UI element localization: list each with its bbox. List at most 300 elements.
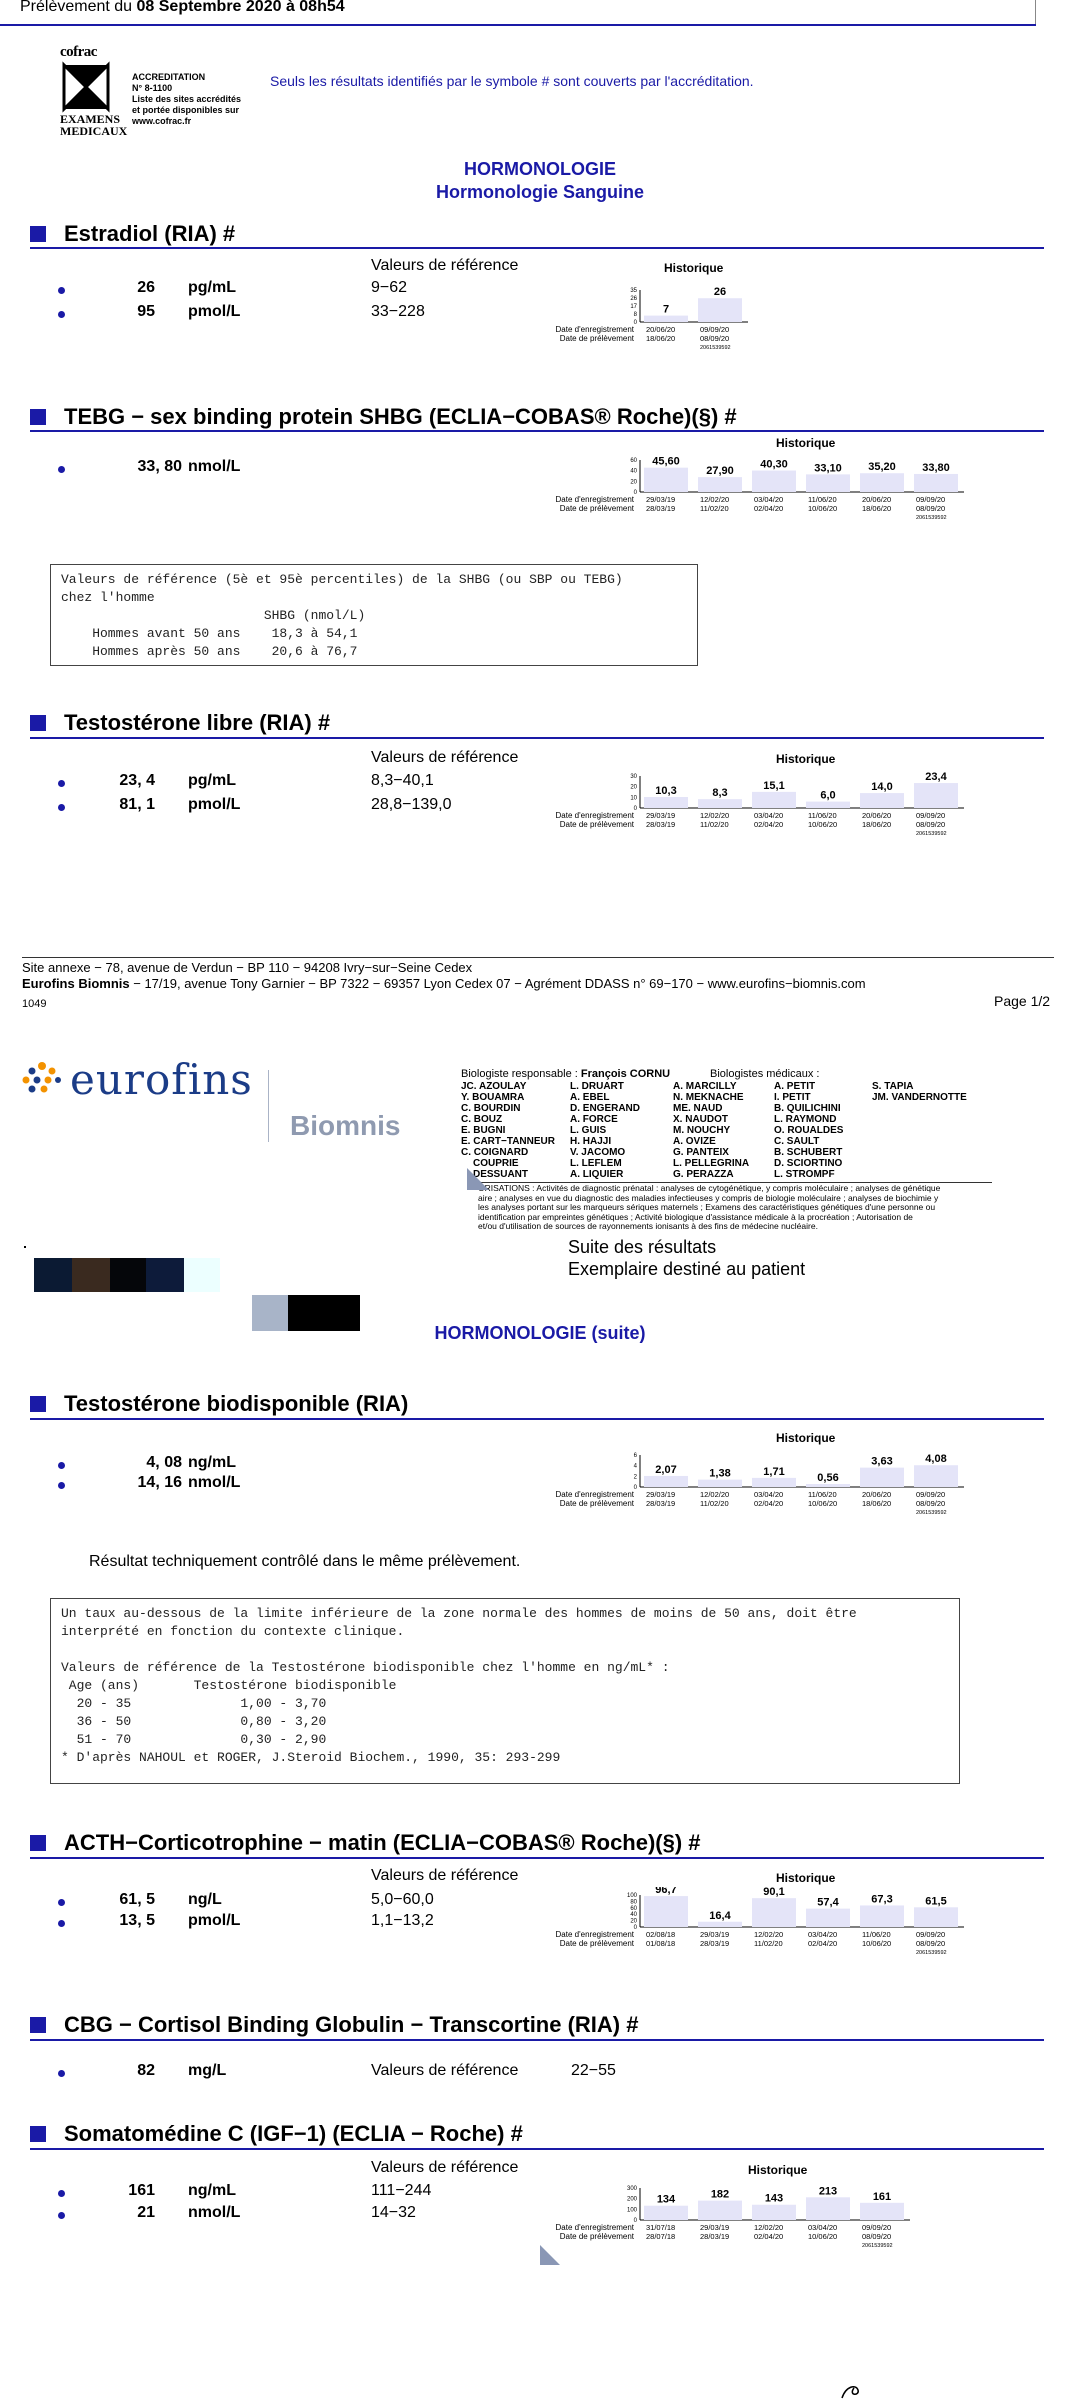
biologist-name: C. BOUZ [461, 1114, 503, 1125]
biomnis-brand: Biomnis [290, 1110, 401, 1141]
result-ref: 28,8−139,0 [371, 796, 452, 813]
history-title: Historique [776, 1871, 836, 1885]
chart-row-label: Date de prélèvement [559, 1499, 634, 1508]
chart-date-label: 12/02/20 [754, 2223, 784, 2232]
chart-tick-label: 100 [626, 2207, 637, 2214]
header-rule [0, 24, 1036, 26]
section-square-icon [30, 715, 46, 731]
footer-line-2 [22, 976, 866, 991]
chart-date-label: 12/02/20 [700, 811, 730, 820]
test-rule [30, 737, 1044, 739]
chart-date-label: 02/04/20 [754, 1499, 784, 1508]
accreditation-line: www.cofrac.fr [132, 116, 192, 126]
history-chart-tebg [540, 452, 980, 532]
footer-line-1: Site annexe − 78, avenue de Verdun − BP 110 − 94208 Ivry−sur−Seine Cedex [22, 960, 473, 975]
chart-date-label: 28/03/19 [646, 504, 676, 513]
chart-date-label: 12/02/20 [754, 1930, 784, 1939]
chart-date-label: 08/09/20 [916, 504, 946, 513]
biologist-name: C. BOURDIN [461, 1103, 521, 1114]
chart-bar [806, 1909, 850, 1927]
result-unit: ng/mL [188, 1454, 236, 1471]
result-unit: mg/L [188, 2062, 227, 2079]
testo-bio-reference-note: Un taux au-dessous de la limite inférieure de la zone normale des hommes de moins de 50 ans, doit être interprété en fonction du contexte clinique. Valeurs de référence de la Testostérone biodisponible chez l'homme en ng/mL* : Age (ans) Testostérone biodisponible 20 - 35 1,00 - 3,70 36 - 50 0,80 - 3,20 51 - 70 0,30 - 2,90 * D'après NAHOUL et ROGER, J.Steroid Biochem., 1990, 35: 293-299 [50, 1598, 960, 1784]
test-rule [30, 1418, 1044, 1420]
chart-tick-label: 0 [633, 1485, 637, 1491]
biologist-name: E. BUGNI [461, 1125, 506, 1136]
test-rule [30, 247, 1044, 249]
bullet-icon [58, 466, 65, 473]
section-title: HORMONOLOGIE [464, 159, 616, 179]
history-title: Historique [748, 2163, 808, 2177]
chart-code-label: 2061539592 [916, 831, 947, 837]
biologist-name: S. TAPIA [872, 1081, 914, 1092]
accreditation-line: N° 8-1100 [132, 83, 173, 93]
test-title-estradiol [30, 221, 235, 247]
chart-bar [860, 793, 904, 808]
chart-value-label: 213 [818, 2185, 838, 2198]
chart-row-label: Date de prélèvement [559, 334, 634, 343]
chart-code-label: 2061539592 [700, 345, 731, 351]
chart-code-label: 2061539592 [916, 1950, 947, 1956]
chart-bar [698, 298, 742, 322]
chart-value-label: 3,63 [871, 1455, 893, 1468]
biologist-col-4 [774, 1081, 843, 1180]
chart-date-label: 20/06/20 [646, 325, 676, 334]
biologist-name: D. SCIORTINO [774, 1158, 843, 1169]
chart-date-label: 02/04/20 [754, 504, 784, 513]
chart-date-label: 10/06/20 [808, 2232, 838, 2241]
chart-value-label: 7 [662, 303, 670, 316]
biologist-name: H. HAJJI [570, 1136, 612, 1147]
biologist-name: O. ROUALDES [774, 1125, 844, 1136]
test-title-testo-bio [30, 1391, 408, 1417]
history-chart-testo-libre [540, 768, 980, 852]
chart-value-label: 33,10 [814, 462, 842, 475]
chart-date-label: 11/06/20 [808, 1490, 837, 1499]
chart-date-label: 29/03/19 [646, 495, 676, 504]
bullet-icon [58, 1462, 65, 1469]
result-value: 81, 1 [119, 796, 155, 813]
chart-value-label: 90,1 [763, 1887, 785, 1899]
chart-bar [806, 802, 850, 808]
biologist-name: G. PANTEIX [673, 1147, 729, 1158]
chart-date-label: 09/09/20 [916, 495, 946, 504]
result-ref: 9−62 [371, 279, 408, 296]
chart-date-label: 09/09/20 [916, 1930, 946, 1939]
chart-bar [752, 2205, 796, 2220]
footer-address: − 17/19, avenue Tony Garnier − BP 7322 − 69357 Lyon Cedex 07 − Agrément DDASS n° 69−170 − www.eurofins−biomnis.com [129, 976, 866, 991]
bio-med-label: Biologistes médicaux : [710, 1068, 820, 1080]
history-chart-estradiol [540, 282, 800, 366]
chart-bar [644, 2206, 688, 2220]
chart-date-label: 08/09/20 [700, 334, 730, 343]
ref-header: Valeurs de référence [371, 2159, 519, 2176]
result-value: 61, 5 [119, 1891, 155, 1908]
chart-date-label: 01/08/18 [646, 1939, 676, 1948]
chart-date-label: 09/09/20 [700, 325, 730, 334]
chart-date-label: 10/06/20 [808, 1499, 838, 1508]
bio-resp-name: François CORNU [580, 1068, 671, 1080]
chart-date-label: 18/06/20 [862, 1499, 892, 1508]
chart-date-label: 09/09/20 [916, 1490, 946, 1499]
section-title-suite: HORMONOLOGIE (suite) [434, 1323, 646, 1343]
biologist-name: X. NAUDOT [673, 1114, 728, 1125]
chart-tick-label: 40 [630, 468, 637, 475]
result-unit: pmol/L [188, 303, 241, 320]
chart-code-label: 2061539592 [862, 2243, 893, 2249]
section-square-icon [30, 226, 46, 242]
chart-tick-label: 200 [626, 2196, 637, 2203]
history-chart-svg [540, 452, 980, 532]
footer-code: 1049 [22, 998, 47, 1010]
chart-tick-label: 60 [630, 1905, 637, 1912]
biologist-name: ME. NAUD [673, 1103, 723, 1114]
chart-tick-label: 0 [633, 490, 637, 496]
biologist-name: Y. BOUAMRA [461, 1092, 525, 1103]
chart-date-label: 08/09/20 [862, 2232, 892, 2241]
history-chart-testo-bio [540, 1447, 980, 1531]
ref-header: Valeurs de référence [371, 1867, 519, 1884]
history-chart-svg [540, 768, 980, 852]
corner-fold-icon [540, 2245, 560, 2265]
dot-mark [24, 1246, 26, 1248]
chart-tick-label: 26 [630, 296, 637, 302]
chart-value-label: 134 [656, 2193, 676, 2206]
test-rule [30, 430, 1044, 432]
chart-value-label: 161 [872, 2190, 892, 2203]
chart-date-label: 02/08/18 [646, 1930, 676, 1939]
result-ref: 22−55 [571, 2062, 616, 2079]
chart-date-label: 20/06/20 [862, 495, 892, 504]
history-chart-svg [540, 1447, 980, 1531]
chart-value-label: 96,7 [655, 1887, 677, 1897]
biologist-name: G. PERAZZA [673, 1169, 734, 1180]
section-square-icon [30, 2126, 46, 2142]
chart-value-label: 35,20 [868, 461, 896, 474]
biologist-name: A. OVIZE [673, 1136, 716, 1147]
test-title-testo-libre [30, 710, 330, 736]
result-unit: ng/mL [188, 2182, 236, 2199]
chart-bar [644, 468, 688, 492]
header-rule-2 [470, 1182, 992, 1183]
result-value: 13, 5 [119, 1912, 155, 1929]
chart-value-label: 57,4 [817, 1896, 839, 1909]
accreditation-text [132, 72, 241, 127]
eurofins-dots-icon [20, 1060, 64, 1100]
footer-rule [22, 957, 1054, 958]
chart-value-label: 67,3 [871, 1893, 893, 1906]
chart-row-label: Date d'enregistrement [555, 1490, 634, 1499]
chart-date-label: 09/09/20 [862, 2223, 892, 2232]
result-value: 161 [128, 2182, 155, 2199]
biologist-col-3 [673, 1081, 749, 1180]
biologist-name: A. LIQUIER [570, 1169, 624, 1180]
biologist-name: A. PETIT [774, 1081, 816, 1092]
chart-date-label: 20/06/20 [862, 1490, 892, 1499]
biologist-name: I. PETIT [774, 1092, 811, 1103]
biologist-name: L. RAYMOND [774, 1114, 837, 1125]
ref-header: Valeurs de référence [371, 2062, 519, 2079]
logo-divider [268, 1070, 269, 1142]
biologist-name: V. JACOMO [570, 1147, 626, 1158]
redacted-block [34, 1258, 220, 1292]
biologist-name: B. QUILICHINI [774, 1103, 841, 1114]
biologist-name: D. ENGERAND [570, 1103, 641, 1114]
history-title: Historique [776, 752, 836, 766]
biologist-name: L. DRUART [570, 1081, 624, 1092]
history-chart-svg [540, 1887, 980, 1971]
test-title-text: ACTH−Corticotrophine − matin (ECLIA−COBAS® Roche)(§) # [64, 1830, 701, 1855]
chart-date-label: 09/09/20 [916, 811, 946, 820]
chart-date-label: 29/03/19 [646, 1490, 676, 1499]
chart-date-label: 10/06/20 [808, 504, 838, 513]
testo-bio-comment: Résultat techniquement contrôlé dans le même prélèvement. [89, 1553, 521, 1570]
chart-bar [644, 1476, 688, 1487]
biologist-name: C. SAULT [774, 1136, 820, 1147]
cofrac-logo-top: cofrac [60, 44, 97, 60]
result-ref: 14−32 [371, 2204, 416, 2221]
chart-tick-label: 20 [630, 479, 637, 486]
chart-date-label: 03/04/20 [754, 1490, 784, 1499]
chart-value-label: 4,08 [925, 1453, 947, 1466]
chart-date-label: 11/02/20 [700, 820, 729, 829]
chart-date-label: 10/06/20 [808, 820, 838, 829]
test-title-text: Somatomédine C (IGF−1) (ECLIA − Roche) # [64, 2121, 523, 2146]
chart-tick-label: 4 [633, 1463, 637, 1470]
chart-bar [752, 471, 796, 492]
chart-value-label: 27,90 [706, 465, 734, 478]
result-unit: pg/mL [188, 772, 236, 789]
chart-bar [860, 2203, 904, 2220]
accreditation-line: ACCREDITATION [132, 72, 206, 82]
chart-tick-label: 80 [630, 1899, 637, 1906]
chart-tick-label: 20 [630, 784, 637, 791]
result-ref: 111−244 [371, 2182, 432, 2199]
result-unit: nmol/L [188, 1474, 241, 1491]
chart-date-label: 03/04/20 [808, 1930, 838, 1939]
result-value: 4, 08 [146, 1454, 182, 1471]
chart-value-label: 40,30 [760, 458, 788, 471]
result-ref: 33−228 [371, 303, 425, 320]
result-unit: pmol/L [188, 796, 241, 813]
biologist-name: M. NOUCHY [673, 1125, 731, 1136]
eurofins-logo [20, 1055, 253, 1104]
chart-value-label: 1,71 [763, 1465, 785, 1478]
test-rule [30, 1857, 1044, 1859]
result-ref: 8,3−40,1 [371, 772, 434, 789]
chart-code-label: 2061539592 [916, 515, 947, 521]
chart-tick-label: 0 [633, 806, 637, 812]
chart-date-label: 08/09/20 [916, 820, 946, 829]
history-chart-svg [540, 282, 800, 366]
biologist-col-1 [461, 1081, 555, 1180]
chart-row-label: Date de prélèvement [559, 1939, 634, 1948]
chart-date-label: 28/03/19 [646, 820, 676, 829]
chart-value-label: 6,0 [820, 789, 836, 802]
result-value: 95 [137, 303, 155, 320]
history-chart-svg [540, 2180, 940, 2264]
chart-date-label: 28/03/19 [646, 1499, 676, 1508]
biologist-name: COUPRIE [473, 1158, 519, 1169]
ref-header: Valeurs de référence [371, 257, 519, 274]
chart-date-label: 02/04/20 [808, 1939, 838, 1948]
result-value: 23, 4 [119, 772, 155, 789]
biologist-name: B. SCHUBERT [774, 1147, 843, 1158]
page-number: Page 1/2 [994, 993, 1051, 1009]
signature-mark-icon [838, 2382, 868, 2400]
chart-row-label: Date de prélèvement [559, 2232, 634, 2241]
test-title-text: Testostérone biodisponible (RIA) [64, 1391, 409, 1416]
chart-tick-label: 6 [633, 1453, 637, 1459]
chart-value-label: 1,38 [709, 1467, 731, 1480]
chart-bar [914, 1465, 958, 1487]
test-title-text: Testostérone libre (RIA) # [64, 710, 331, 735]
section-square-icon [30, 1835, 46, 1851]
bio-resp-label: Biologiste responsable : [461, 1068, 581, 1080]
chart-value-label: 182 [710, 2188, 730, 2201]
chart-bar [698, 2201, 742, 2220]
chart-bar [752, 792, 796, 808]
result-ref: 5,0−60,0 [371, 1891, 434, 1908]
chart-date-label: 29/03/19 [700, 2223, 730, 2232]
chart-date-label: 28/03/19 [700, 1939, 730, 1948]
chart-bar [860, 1905, 904, 1927]
test-title-cbg [30, 2012, 638, 2038]
bio-resp [461, 1068, 670, 1080]
history-title: Historique [664, 261, 724, 275]
chart-row-label: Date d'enregistrement [555, 811, 634, 820]
history-title: Historique [776, 1431, 836, 1445]
result-value: 26 [137, 279, 155, 296]
chart-value-label: 33,80 [922, 461, 950, 474]
chart-bar [914, 783, 958, 808]
chart-date-label: 02/04/20 [754, 820, 784, 829]
test-title-text: CBG − Cortisol Binding Globulin − Transcortine (RIA) # [64, 2012, 639, 2037]
chart-bar [644, 316, 688, 322]
chart-bar [806, 2197, 850, 2220]
prelevement-prefix: Prélèvement du [20, 0, 137, 15]
redacted-swatch [34, 1258, 72, 1292]
biologist-name: E. CART−TANNEUR [461, 1136, 555, 1147]
chart-bar [698, 1480, 742, 1487]
chart-row-label: Date de prélèvement [559, 504, 634, 513]
chart-tick-label: 100 [626, 1893, 637, 1899]
history-title: Historique [776, 436, 836, 450]
chart-tick-label: 300 [626, 2186, 637, 2192]
chart-date-label: 28/07/18 [646, 2232, 676, 2241]
chart-value-label: 143 [764, 2192, 784, 2205]
test-title-text: TEBG − sex binding protein SHBG (ECLIA−COBAS® Roche)(§) # [64, 404, 737, 429]
cofrac-logo [60, 44, 128, 144]
accreditation-notice: Seuls les résultats identifiés par le symbole # sont couverts par l'accréditation. [270, 73, 754, 89]
chart-tick-label: 60 [630, 458, 637, 464]
footer-company: Eurofins Biomnis [22, 976, 130, 991]
chart-value-label: 23,4 [925, 771, 947, 784]
chart-bar [860, 1468, 904, 1487]
chart-date-label: 29/03/19 [700, 1930, 730, 1939]
chart-date-label: 03/04/20 [754, 495, 784, 504]
chart-bar [698, 477, 742, 492]
chart-row-label: Date de prélèvement [559, 820, 634, 829]
chart-tick-label: 20 [630, 1918, 637, 1925]
biologist-col-5 [872, 1081, 967, 1103]
chart-date-label: 11/02/20 [754, 1939, 783, 1948]
chart-value-label: 10,3 [655, 785, 677, 798]
chart-bar [752, 1898, 796, 1927]
redacted-swatch [110, 1258, 146, 1292]
accreditation-line: et portée disponibles sur [132, 105, 240, 115]
biologist-name: A. FORCE [570, 1114, 618, 1125]
biologist-name: C. COIGNARD [461, 1147, 529, 1158]
chart-tick-label: 30 [630, 774, 637, 780]
section-square-icon [30, 2017, 46, 2033]
biologist-name: N. MEKNACHE [673, 1092, 744, 1103]
redacted-swatch [184, 1258, 220, 1292]
biologist-name: DESSUANT [473, 1169, 529, 1180]
chart-tick-label: 35 [630, 288, 637, 294]
test-title-tebg [30, 404, 737, 430]
history-chart-igf1 [540, 2180, 940, 2264]
chart-value-label: 61,5 [925, 1895, 947, 1908]
redacted-swatch [146, 1258, 184, 1292]
prelevement-line [20, 0, 345, 16]
biologist-name: A. EBEL [570, 1092, 610, 1103]
chart-bar [644, 797, 688, 808]
section-square-icon [30, 1396, 46, 1412]
chart-date-label: 29/03/19 [646, 811, 676, 820]
chart-row-label: Date d'enregistrement [555, 495, 634, 504]
chart-tick-label: 17 [630, 304, 637, 310]
section-subtitle: Hormonologie Sanguine [435, 182, 644, 202]
test-title-text: Estradiol (RIA) # [64, 221, 236, 246]
chart-date-label: 10/06/20 [862, 1939, 892, 1948]
authorisations-text: ORISATIONS : Activités de diagnostic prénatal : analyses de cytogénétique, y compris moléculaire ; analyses de génétique aire ; analyses en vue du diagnostic des maladies infectieuses y compris de biologie moléculaire ; analyses de biochimie y les analyses portant sur les marqueurs sériques maternels ; Examens des caractéristiques génétiques d'une personne ou identification par empreintes génétiques ; Activité biologique d'assistance médicale à la procréation ; Autorisation de et/ou d'utilisation de sources de rayonnements ionisants à des fins de médecine nucléaire. [478, 1184, 941, 1232]
cofrac-logo-bottom-1: EXAMENS [60, 112, 121, 126]
section-square-icon [30, 409, 46, 425]
chart-tick-label: 2 [633, 1474, 637, 1481]
biologist-col-2 [570, 1081, 640, 1180]
biologist-name: L. GUIS [570, 1125, 607, 1136]
bullet-icon [58, 1482, 65, 1489]
chart-date-label: 08/09/20 [916, 1499, 946, 1508]
chart-bar [914, 1907, 958, 1927]
chart-date-label: 03/04/20 [808, 2223, 838, 2232]
chart-value-label: 26 [713, 286, 727, 299]
chart-tick-label: 0 [633, 320, 637, 326]
accreditation-line: Liste des sites accrédités [132, 94, 242, 104]
chart-date-label: 12/02/20 [700, 1490, 730, 1499]
chart-row-label: Date d'enregistrement [555, 2223, 634, 2232]
test-rule [30, 2039, 1044, 2041]
result-unit: nmol/L [188, 2204, 241, 2221]
chart-value-label: 8,3 [712, 787, 728, 800]
biologist-name: A. MARCILLY [673, 1081, 737, 1092]
redacted-swatch [72, 1258, 110, 1292]
test-rule [30, 2148, 1044, 2150]
corner-fold-icon [467, 1168, 489, 1190]
test-title-igf1 [30, 2121, 523, 2147]
chart-date-label: 03/04/20 [754, 811, 784, 820]
chart-row-label: Date d'enregistrement [555, 1930, 634, 1939]
chart-bar [752, 1478, 796, 1487]
biologist-name: L. LEFLEM [570, 1158, 622, 1169]
chart-value-label: 0,56 [817, 1472, 839, 1485]
chart-value-label: 16,4 [709, 1909, 731, 1922]
biologist-name: JM. VANDERNOTTE [872, 1092, 967, 1103]
chart-tick-label: 0 [633, 2218, 637, 2224]
tebg-reference-note: Valeurs de référence (5è et 95è percentiles) de la SHBG (ou SBP ou TEBG) chez l'homme SHBG (nmol/L) Hommes avant 50 ans 18,3 à 54,1 Hommes après 50 ans 20,6 à 76,7 [50, 564, 698, 666]
chart-code-label: 2061539592 [916, 1510, 947, 1516]
